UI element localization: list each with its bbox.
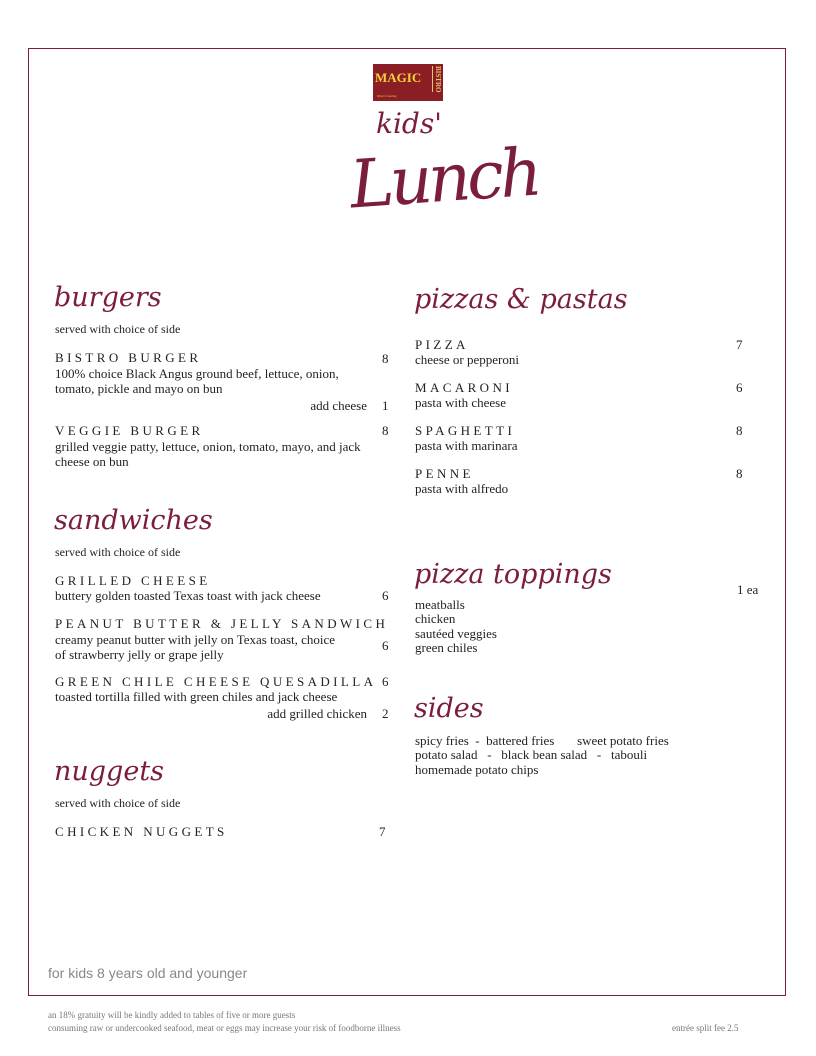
title-lunch: Lunch — [347, 133, 541, 224]
topping-item: sautéed veggies — [415, 626, 497, 641]
title-kids: kids' — [376, 107, 442, 140]
item-name: PIZZA — [415, 337, 469, 352]
item-name: SPAGHETTI — [415, 423, 516, 438]
item-price: 8 — [382, 351, 389, 366]
item-price: 8 — [382, 423, 389, 438]
foodborne-warning: consuming raw or undercooked seafood, meat or eggs may increase your risk of foodborne illness — [48, 1023, 401, 1033]
logo-text: MAGIC — [375, 70, 422, 85]
item-price: 8 — [736, 423, 743, 438]
item-name: MACARONI — [415, 380, 513, 395]
item-name: VEGGIE BURGER — [55, 423, 204, 438]
addon-price: 1 — [382, 398, 389, 413]
item-desc: grilled veggie patty, lettuce, onion, tomato, mayo, and jack cheese on bun — [55, 439, 361, 469]
addon-price: 2 — [382, 706, 389, 721]
item-desc: pasta with marinara — [415, 438, 518, 453]
sides-heading: sides — [414, 693, 484, 724]
item-price: 6 — [736, 380, 743, 395]
item-price: 6 — [382, 588, 389, 603]
item-desc: pasta with alfredo — [415, 481, 509, 496]
sides-line: spicy fries - battered fries sweet potato fries — [415, 733, 669, 748]
item-name: GREEN CHILE CHEESE QUESADILLA — [55, 674, 377, 689]
item-name: PENNE — [415, 466, 474, 481]
logo-side-text: BISTRO — [434, 66, 442, 93]
item-price: 7 — [736, 337, 743, 352]
magic-bistro-logo — [373, 64, 443, 101]
sandwiches-heading: sandwiches — [54, 505, 213, 536]
item-desc: 100% choice Black Angus ground beef, lettuce, onion, tomato, pickle and mayo on bun — [55, 366, 339, 396]
nuggets-heading: nuggets — [54, 756, 165, 787]
sides-line: homemade potato chips — [415, 762, 539, 777]
item-name: GRILLED CHEESE — [55, 573, 211, 588]
item-name: PEANUT BUTTER & JELLY SANDWICH — [55, 616, 389, 631]
addon-label: add cheese — [310, 398, 367, 413]
item-desc: buttery golden toasted Texas toast with jack cheese — [55, 588, 321, 603]
logo-tagline: Olive's Catering — [377, 94, 397, 98]
item-desc: cheese or pepperoni — [415, 352, 519, 367]
item-desc: toasted tortilla filled with green chiles and jack cheese — [55, 689, 338, 704]
nuggets-sub: served with choice of side — [55, 796, 181, 810]
burgers-sub: served with choice of side — [55, 322, 181, 336]
item-name: BISTRO BURGER — [55, 350, 202, 365]
sandwiches-sub: served with choice of side — [55, 545, 181, 559]
toppings-heading: pizza toppings — [414, 559, 612, 590]
age-note: for kids 8 years old and younger — [48, 965, 248, 981]
addon-label: add grilled chicken — [267, 706, 367, 721]
sides-line: potato salad - black bean salad - tabouli — [415, 747, 648, 762]
toppings-price: 1 ea — [737, 582, 759, 597]
pizzas-heading: pizzas & pastas — [414, 284, 628, 315]
gratuity-note: an 18% gratuity will be kindly added to tables of five or more guests — [48, 1010, 296, 1020]
item-price: 6 — [382, 638, 389, 653]
item-price: 8 — [736, 466, 743, 481]
item-price: 7 — [379, 824, 386, 839]
item-price: 6 — [382, 674, 389, 689]
item-desc: creamy peanut butter with jelly on Texas toast, choice of strawberry jelly or grape jelly — [55, 632, 336, 662]
split-fee: entrée split fee 2.5 — [672, 1023, 739, 1033]
item-name: CHICKEN NUGGETS — [55, 824, 228, 839]
topping-item: chicken — [415, 611, 456, 626]
burgers-heading: burgers — [54, 282, 162, 313]
topping-item: green chiles — [415, 640, 478, 655]
item-desc: pasta with cheese — [415, 395, 506, 410]
topping-item: meatballs — [415, 597, 465, 612]
